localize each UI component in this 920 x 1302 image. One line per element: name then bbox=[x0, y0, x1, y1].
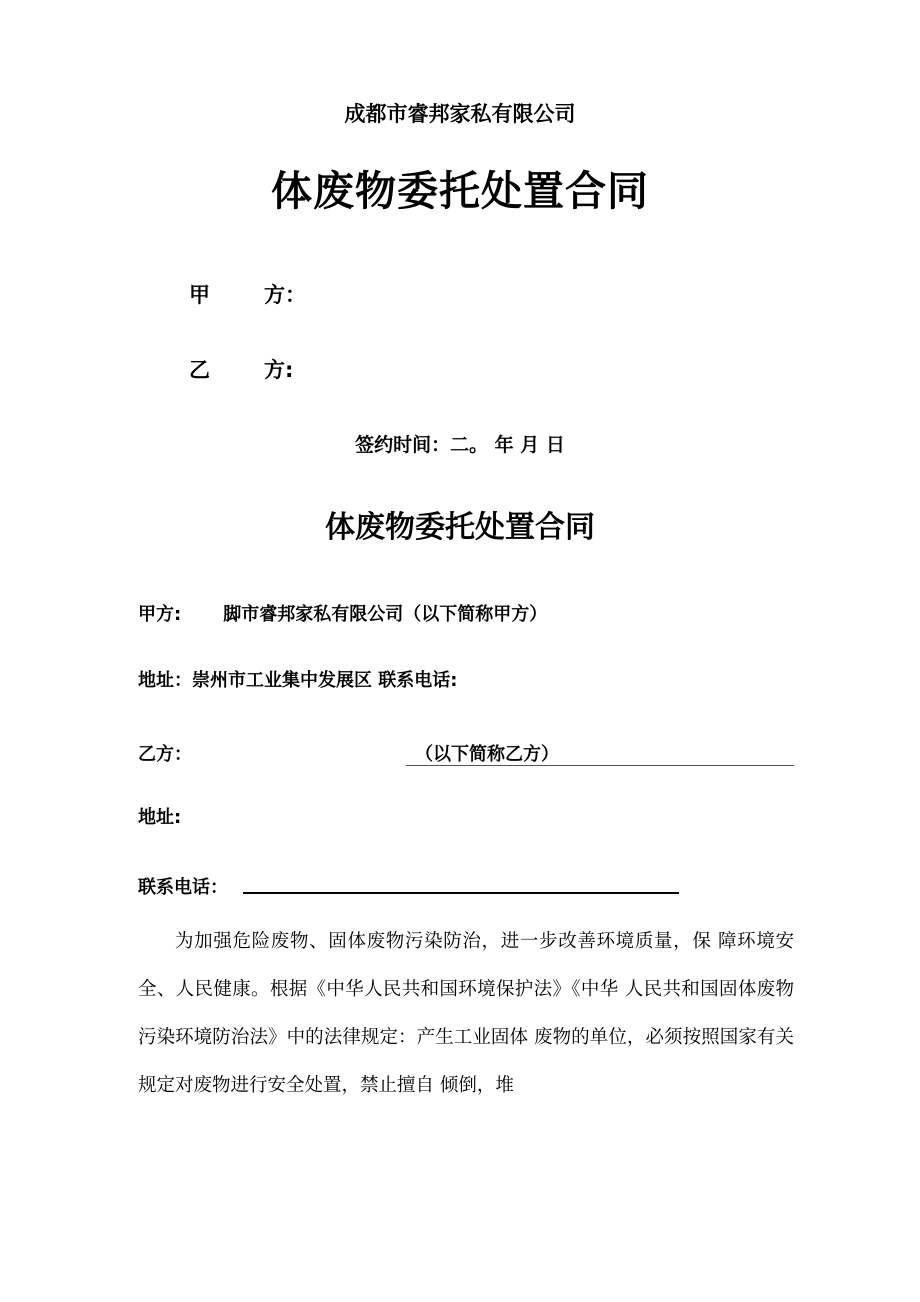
party-b-short-name: （以下简称乙方） bbox=[415, 744, 559, 765]
company-name: 成都市睿邦家私有限公司 bbox=[344, 102, 576, 126]
party-a-label: 甲方: bbox=[138, 604, 182, 625]
party-b-phone-label: 联系电话： bbox=[138, 877, 228, 898]
cover-party-a bbox=[189, 279, 306, 309]
party-b-underline bbox=[406, 765, 794, 766]
party-a-name: 脚市睿邦家私有限公司（以下简称甲方） bbox=[223, 604, 548, 625]
sign-date: 签约时间：二。 年 月 日 bbox=[355, 434, 565, 456]
cover-party-b bbox=[189, 354, 293, 384]
contract-title: 体废物委托处置合同 bbox=[325, 510, 595, 545]
cover-party-b-suffix: 方: bbox=[264, 358, 294, 382]
cover-party-a-char: 甲 bbox=[189, 283, 210, 307]
party-a-address: 地址：崇州市工业集中发展区 联系电话: bbox=[138, 670, 458, 691]
party-b-address-label: 地址: bbox=[138, 807, 182, 828]
party-a-line bbox=[138, 600, 547, 626]
cover-title: 体废物委托处置合同 bbox=[271, 167, 649, 215]
contract-body-paragraph: 为加强危险废物、固体废物污染防治，进一步改善环境质量，保 障环境安全、人民健康。根据《中华人民共和国环境保护法》《中华 人民共和国固体废物污染环境防治法》中的法律规定：产生工业固体 废物的单位，必须按照国家有关规定对废物进行安全处置，禁止擅自 倾倒，堆 bbox=[138, 931, 794, 1096]
cover-party-a-suffix: 方： bbox=[264, 283, 306, 307]
cover-party-b-char: 乙 bbox=[189, 358, 210, 382]
party-b-phone-underline bbox=[243, 892, 679, 894]
party-b-label: 乙方： bbox=[138, 744, 192, 765]
